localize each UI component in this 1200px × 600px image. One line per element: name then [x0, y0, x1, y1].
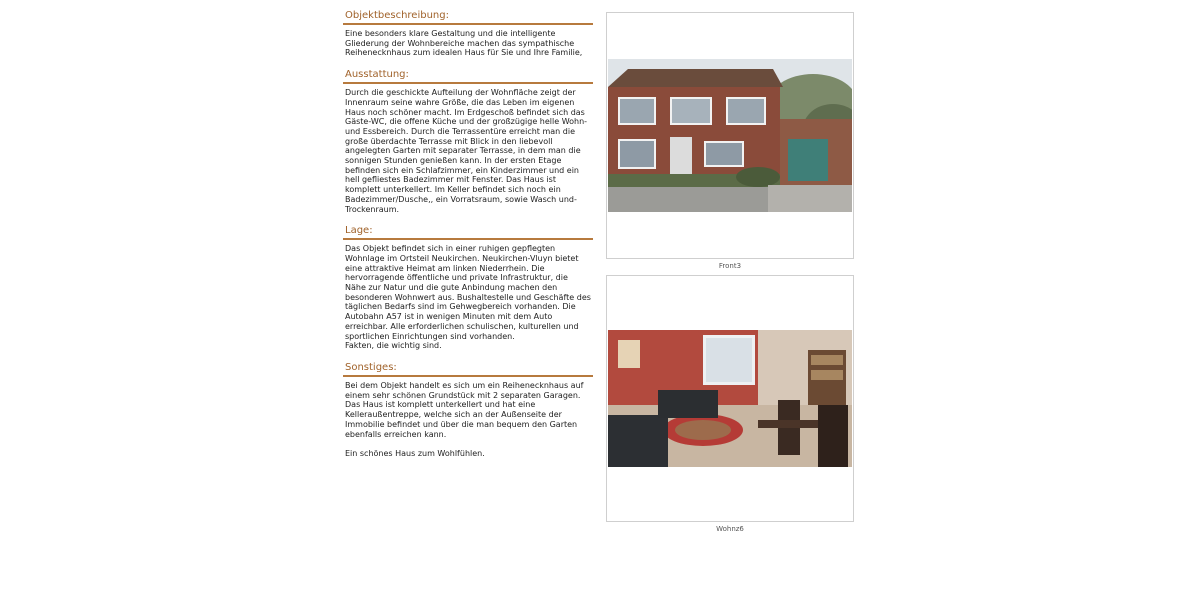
section-paragraph: Das Objekt befindet sich in einer ruhigen gepflegten Wohnlage im Ortsteil Neukirchen. Neukirchen-Vluyn bietet eine attraktive Heimat am linken Niederrhein. Die hervorragende öffentliche und private Infrastruktur, die Nähe zur Natur und die gute Anbindung machen den besonderen Wohnwert aus. Bushaltestelle und Geschäfte des täglichen Bedarfs sind im Gehwegbereich vorhanden. Die Autobahn A57 ist in wenigen Minuten mit dem Auto erreichbar. Alle erforderlichen schulischen, kulturellen und sportlichen Einrichtungen sind vorhanden.	[345, 244, 591, 341]
section-title: Lage:	[343, 223, 593, 240]
section-title: Sonstiges:	[343, 360, 593, 377]
section-paragraph: Ein schönes Haus zum Wohlfühlen.	[345, 448, 485, 458]
section-body	[343, 377, 593, 465]
image-card-front	[606, 12, 854, 270]
section-paragraph: Durch die geschickte Aufteilung der Wohnfläche zeigt der Innenraum seine wahre Größe, die das Leben im eigenen Haus noch schöner macht. Im Erdgeschoß befindet sich das Gäste-WC, die offene Küche und der großzügige helle Wohn- und Essbereich. Durch die Terrassentüre erreicht man die große überdachte Terrasse mit Blick in den liebevoll angelegten Garten mit separater Terrasse, in dem man die sonnigen Stunden genießen kann. In der ersten Etage befinden sich ein Schlafzimmer, ein Kinderzimmer und ein hell gefliestes Badezimmer mit Fenster. Das Haus ist komplett unterkellert. Im Keller befindet sich noch ein Badezimmer/Dusche,, ein Vorratsraum, sowie Wasch und- Trockenraum.	[345, 88, 588, 214]
image-caption: Wohnz6	[716, 525, 744, 533]
living-room-image[interactable]	[606, 275, 854, 522]
section-body	[343, 240, 593, 357]
section-body	[343, 84, 593, 220]
section-paragraph	[345, 439, 591, 449]
image-card-living	[606, 275, 854, 533]
text-column	[343, 8, 593, 468]
living-room-photo	[608, 330, 852, 467]
house-photo	[608, 59, 852, 212]
section-body	[343, 25, 593, 64]
house-exterior-image[interactable]	[606, 12, 854, 259]
image-caption: Front3	[718, 262, 742, 270]
section-paragraph: Fakten, die wichtig sind.	[345, 341, 442, 351]
section-paragraph: Das Haus ist komplett unterkellert und hat eine Kelleraußentreppe, welche sich an der Außenseite der Immobilie befindet und über die man bequem den Garten ebenfalls erreichen kann.	[345, 400, 578, 439]
section-title: Ausstattung:	[343, 67, 593, 84]
section-title: Objektbeschreibung:	[343, 8, 593, 25]
section-paragraph: Eine besonders klare Gestaltung und die intelligente Gliederung der Wohnbereiche machen das sympathische Reihenecknhaus zum idealen Haus für Sie und Ihre Familie,	[345, 29, 583, 58]
section-paragraph: Bei dem Objekt handelt es sich um ein Reihenecknhaus auf einem sehr schönen Grundstück mit 2 separaten Garagen.	[345, 380, 584, 400]
